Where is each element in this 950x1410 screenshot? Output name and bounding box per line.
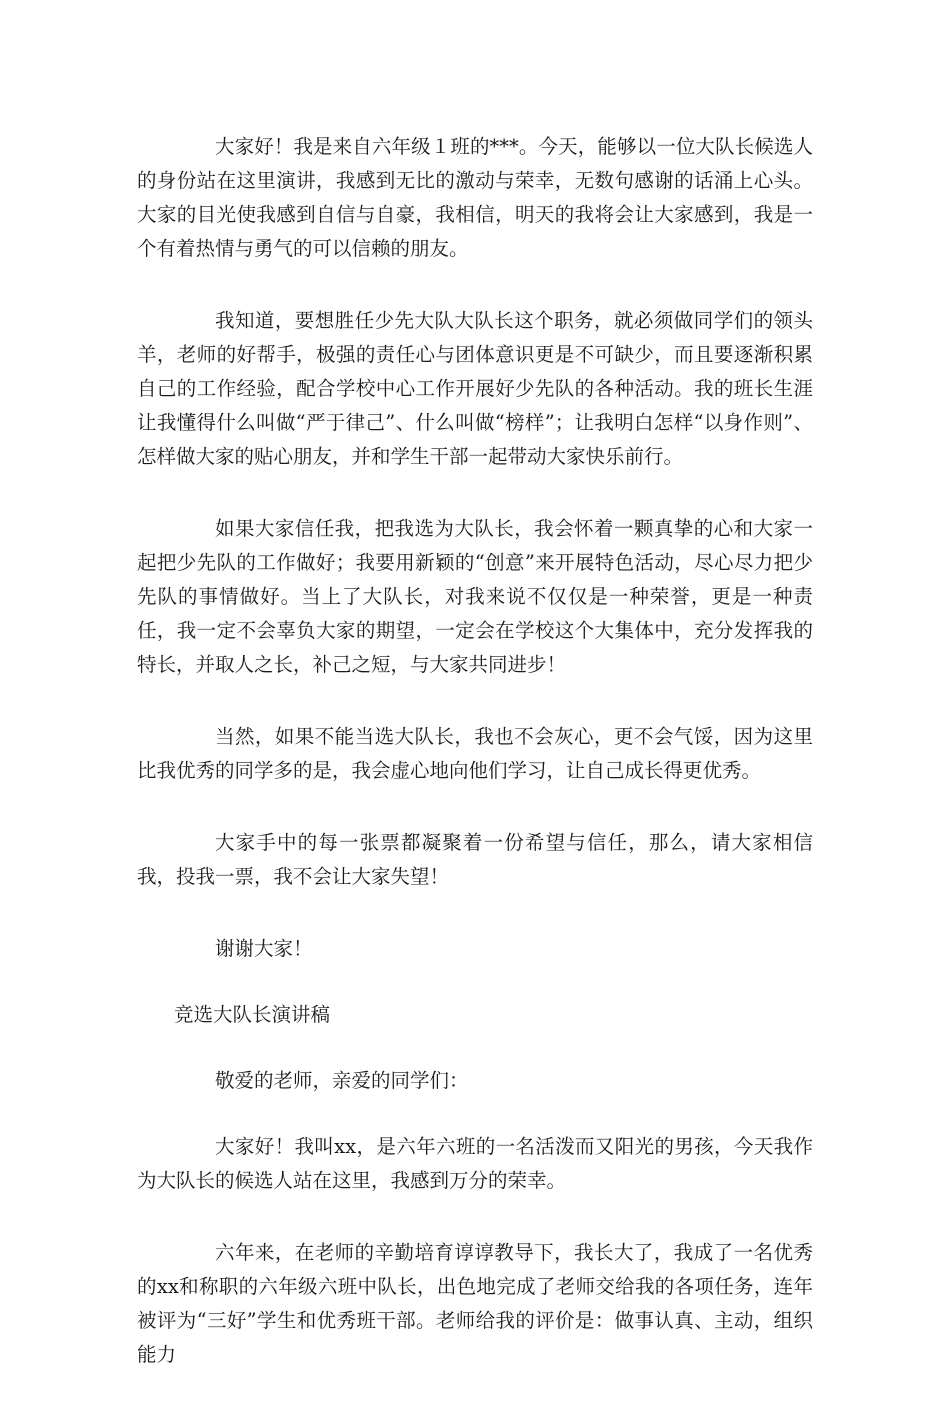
paragraph-duty: 我知道，要想胜任少先大队大队长这个职务，就必须做同学们的领头羊，老师的好帮手，极强的责任心与团体意识更是不可缺少，而且要逐渐积累自己的工作经验，配合学校中心工作开展好少先队的各种活动。我的班长生涯让我懂得什么叫做“严于律己”、什么叫做“榜样”；让我明白怎样“以身作则”、怎样做大家的贴心朋友，并和学生干部一起带动大家快乐前行。 [137, 309, 813, 468]
paragraph-salutation: 敬爱的老师，亲爱的同学们： [215, 1069, 469, 1092]
paragraph-introduction: 大家好！我叫xx，是六年六班的一名活泼而又阳光的男孩，今天我作为大队长的候选人站在这里，我感到万分的荣幸。 [137, 1135, 813, 1192]
paragraph-promise: 如果大家信任我，把我选为大队长，我会怀着一颗真挚的心和大家一起把少先队的工作做好；我要用新颖的“创意”来开展特色活动，尽心尽力把少先队的事情做好。当上了大队长，对我来说不仅仅是一种荣誉，更是一种责任，我一定不会辜负大家的期望，一定会在学校这个大集体中，充分发挥我的特长，并取人之长，补己之短，与大家共同进步！ [137, 517, 813, 676]
paragraph-vote-request: 大家手中的每一张票都凝聚着一份希望与信任，那么，请大家相信我，投我一票，我不会让大家失望！ [137, 831, 813, 888]
document-body [137, 130, 813, 1410]
paragraph-greeting: 大家好！我是来自六年级１班的***。今天，能够以一位大队长候选人的身份站在这里演讲，我感到无比的激动与荣幸，无数句感谢的话涌上心头。大家的目光使我感到自信与自豪，我相信，明天的我将会让大家感到，我是一个有着热情与勇气的可以信赖的朋友。 [137, 135, 813, 260]
section-title: 竞选大队长演讲稿 [174, 1003, 331, 1026]
paragraph-achievements: 六年来，在老师的辛勤培育谆谆教导下，我长大了，我成了一名优秀的xx和称职的六年级六班中队长，出色地完成了老师交给我的各项任务，连年被评为“三好”学生和优秀班干部。老师给我的评价是：做事认真、主动，组织能力 [137, 1241, 813, 1366]
paragraph-if-not-elected: 当然，如果不能当选大队长，我也不会灰心，更不会气馁，因为这里比我优秀的同学多的是，我会虚心地向他们学习，让自己成长得更优秀。 [137, 725, 813, 782]
paragraph-thanks: 谢谢大家！ [215, 937, 313, 960]
